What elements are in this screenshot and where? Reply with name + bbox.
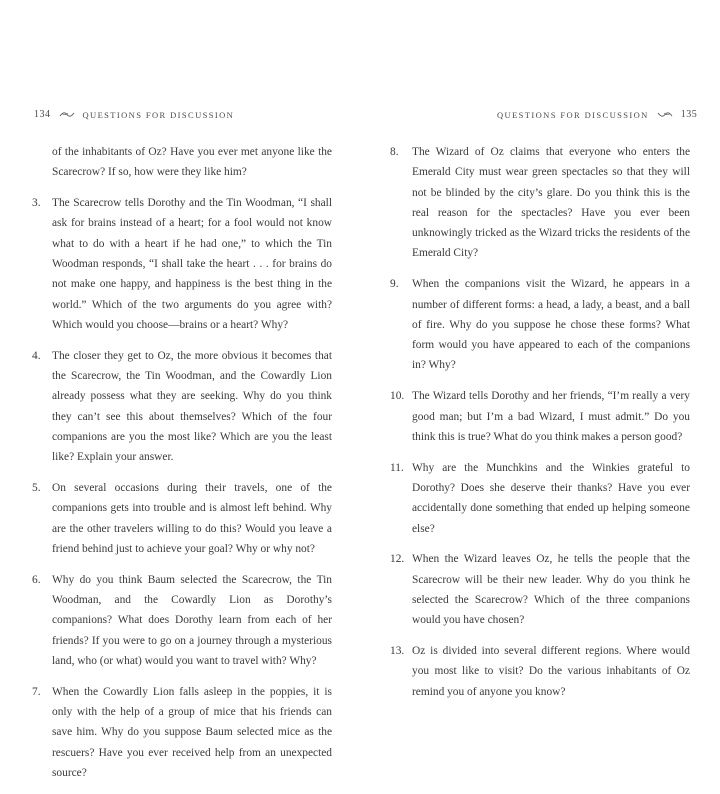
question-4 bbox=[32, 346, 332, 468]
question-number: 5. bbox=[32, 481, 41, 494]
question-text: Why are the Munchkins and the Winkies grateful to Dorothy? Does she deserve their thanks? Have you ever accidentally done something that ended up helping someone else? bbox=[412, 461, 690, 535]
left-body bbox=[32, 142, 332, 794]
swash-ornament-icon bbox=[657, 111, 673, 118]
right-folio: 135 bbox=[680, 109, 698, 120]
left-running-title: QUESTIONS FOR DISCUSSION bbox=[82, 109, 235, 120]
question-number: 12. bbox=[390, 553, 405, 566]
question-text: When the Cowardly Lion falls asleep in the poppies, it is only with the help of a group of mice that his friends can save him. Why do you suppose Baum selected mice as the rescuers? Have you ever received help from an unexpected source? bbox=[52, 685, 332, 779]
question-text: The Wizard of Oz claims that everyone who enters the Emerald City must wear green spectacles so that they will not be blinded by the city’s glare. Do you think this is the real reason for the spectacles? Have you ever been unknowingly tricked as the Wizard tricks the residents of the Emerald City? bbox=[412, 146, 690, 260]
question-10 bbox=[390, 386, 690, 447]
question-7 bbox=[32, 682, 332, 783]
question-number: 13. bbox=[390, 645, 405, 658]
question-text: When the Wizard leaves Oz, he tells the people that the Scarecrow will be their new leader. Why do you think he selected the Scarecrow? Which of the three companions would you have chosen? bbox=[412, 553, 690, 627]
question-text: On several occasions during their travels, one of the companions gets into trouble and is almost left behind. Why are the other travelers willing to do this? Would you leave a friend behind just to achieve your goal? Why or why not? bbox=[52, 481, 332, 555]
question-6 bbox=[32, 570, 332, 671]
question-3 bbox=[32, 193, 332, 335]
question-text: The Scarecrow tells Dorothy and the Tin Woodman, “I shall ask for brains instead of a heart; for a fool would not know what to do with a heart if he had one,” to which the Tin Woodman responds, “I shall take the heart . . . for brains do not make one happy, and happiness is the best thing in the world.” Which of the two arguments do you agree with? Which would you choose—brains or a heart? Why? bbox=[52, 197, 332, 331]
continued-paragraph: of the inhabitants of Oz? Have you ever met anyone like the Scarecrow? If so, how were they like him? bbox=[52, 146, 332, 179]
question-text: Oz is divided into several different regions. Where would you most like to visit? Do the various inhabitants of Oz remind you of anyone you know? bbox=[412, 645, 690, 698]
question-number: 11. bbox=[390, 461, 404, 474]
right-running-title: QUESTIONS FOR DISCUSSION bbox=[497, 109, 649, 120]
left-running-head bbox=[34, 109, 234, 120]
left-folio: 134 bbox=[34, 109, 51, 120]
question-number: 4. bbox=[32, 349, 41, 362]
question-text: When the companions visit the Wizard, he appears in a number of different forms: a head, a lady, a beast, and a ball of fire. Why do you suppose he chose these forms? What form would you have appeared to each of the companions in? Why? bbox=[412, 278, 690, 372]
question-number: 3. bbox=[32, 197, 41, 210]
right-body bbox=[390, 142, 690, 712]
right-running-head bbox=[497, 109, 697, 120]
question-number: 7. bbox=[32, 685, 41, 698]
question-number: 8. bbox=[390, 146, 399, 158]
question-8 bbox=[390, 142, 690, 264]
question-text: The closer they get to Oz, the more obvious it becomes that the Scarecrow, the Tin Woodman, and the Cowardly Lion already possess what they are seeking. Why do you think they can’t see this about themselves? Which of the four companions are you the most like? Which are you the least like? Explain your answer. bbox=[52, 349, 332, 464]
question-9 bbox=[390, 274, 690, 375]
swash-ornament-icon bbox=[59, 111, 75, 118]
question-number: 10. bbox=[390, 390, 405, 403]
question-11 bbox=[390, 458, 690, 539]
question-13 bbox=[390, 641, 690, 702]
question-number: 6. bbox=[32, 573, 41, 586]
question-12 bbox=[390, 549, 690, 630]
question-5 bbox=[32, 478, 332, 559]
question-number: 9. bbox=[390, 278, 399, 291]
question-text: Why do you think Baum selected the Scarecrow, the Tin Woodman, and the Cowardly Lion as Dorothy’s companions? What does Dorothy learn from each of her friends? If you were to go on a journey through a mysterious land, who (or what) would you want to travel with? Why? bbox=[52, 573, 332, 667]
question-text: The Wizard tells Dorothy and her friends, “I’m really a very good man; but I’m a bad Wizard, I must admit.” Do you think this is true? What do you think makes a person good? bbox=[412, 390, 690, 443]
